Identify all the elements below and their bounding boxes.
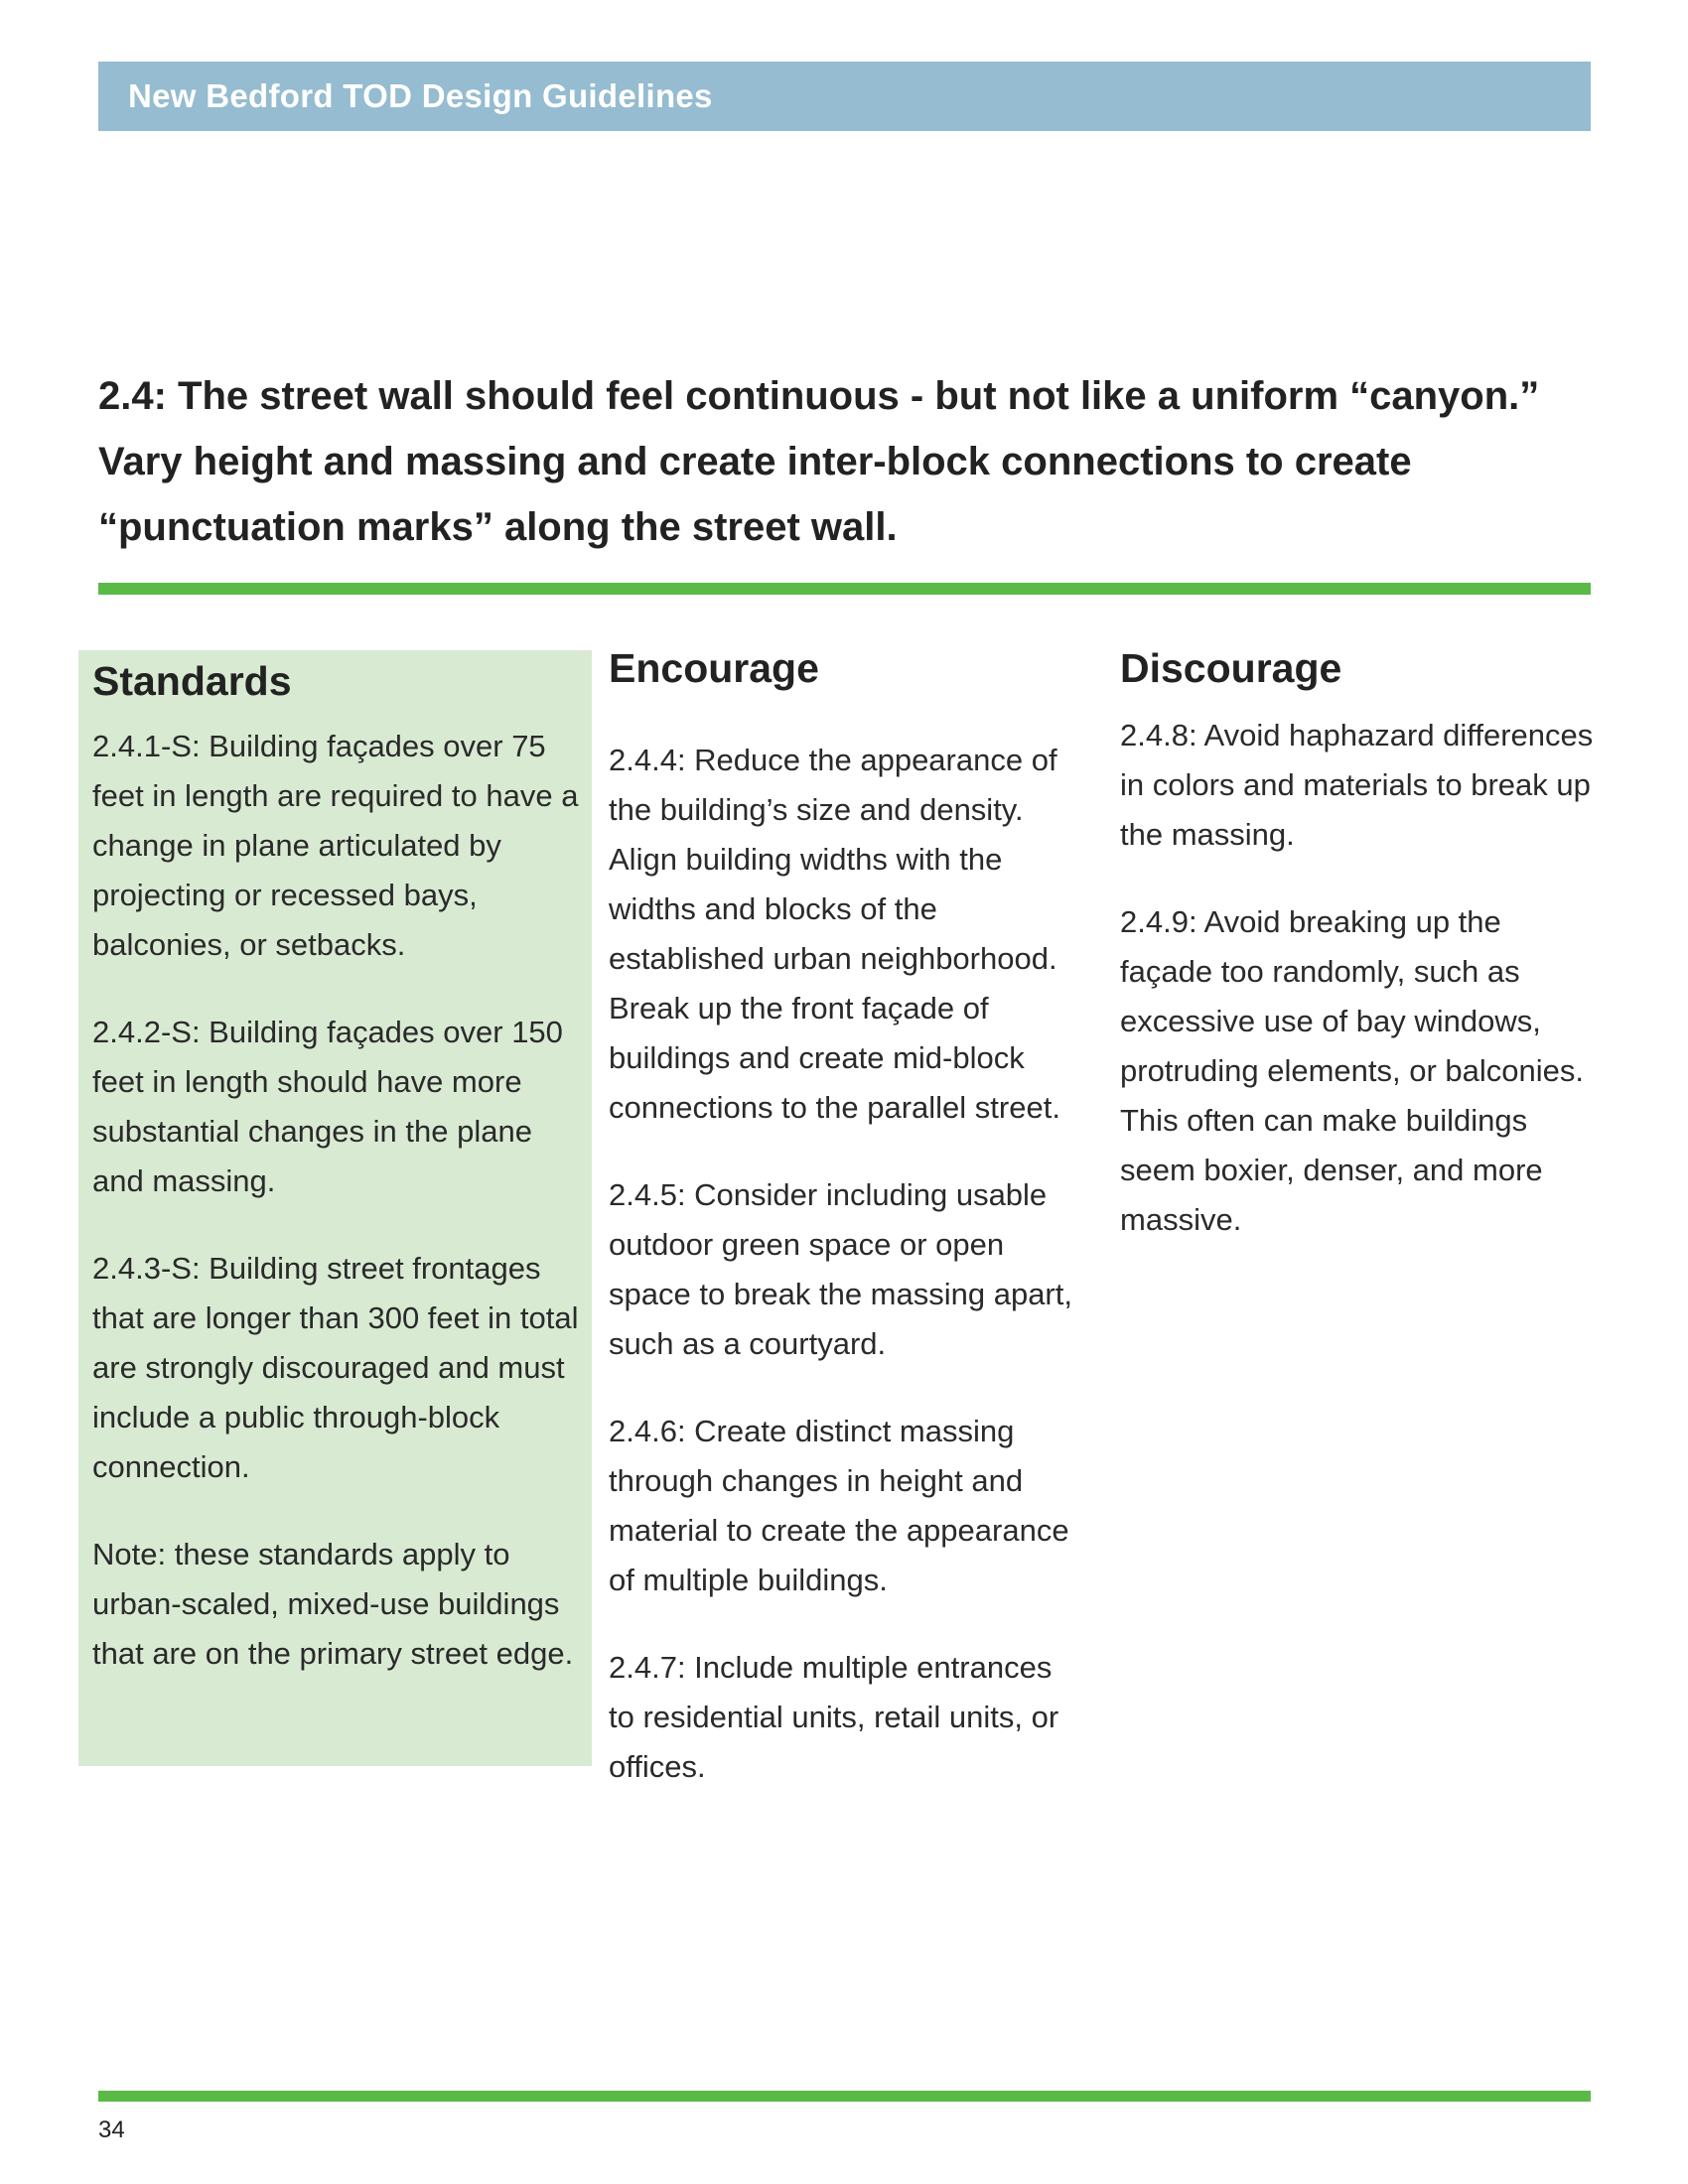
section-heading: 2.4: The street wall should feel continuous - but not like a uniform “canyon.” Vary height and massing and create inter-block connections to create “punctuation marks” along the street wall. [98, 374, 1540, 549]
footer-divider [98, 2091, 1591, 2102]
standard-item: 2.4.2-S: Building façades over 150 feet in length should have more substantial changes in the plane and massing. [92, 1015, 563, 1198]
discourage-column [1120, 643, 1597, 1283]
standards-note: Note: these standards apply to urban-scaled, mixed-use buildings that are on the primary street edge. [92, 1537, 574, 1671]
heading-divider [98, 583, 1591, 595]
encourage-item: 2.4.4: Reduce the appearance of the building’s size and density. Align building widths with the widths and blocks of the established urban neighborhood. Break up the front façade of buildings and create mid-block connections to the parallel street. [609, 743, 1060, 1125]
encourage-item: 2.4.5: Consider including usable outdoor green space or open space to break the massing apart, such as a courtyard. [609, 1177, 1072, 1361]
standards-column [92, 656, 591, 1716]
discourage-title: Discourage [1120, 645, 1342, 691]
encourage-title: Encourage [609, 645, 819, 691]
document-title: New Bedford TOD Design Guidelines [128, 77, 713, 114]
encourage-item: 2.4.7: Include multiple entrances to residential units, retail units, or offices. [609, 1650, 1059, 1784]
standard-item: 2.4.3-S: Building street frontages that are longer than 300 feet in total are strongly discouraged and must include a public through-block connection. [92, 1251, 579, 1484]
header-bar [98, 62, 1591, 131]
encourage-column [609, 643, 1085, 1830]
encourage-item: 2.4.6: Create distinct massing through changes in height and material to create the appearance of multiple buildings. [609, 1414, 1069, 1597]
discourage-item: 2.4.8: Avoid haphazard differences in colors and materials to break up the massing. [1120, 718, 1594, 852]
standard-item: 2.4.1-S: Building façades over 75 feet in length are required to have a change in plane articulated by projecting or recessed bays, balconies, or setbacks. [92, 729, 579, 962]
discourage-item: 2.4.9: Avoid breaking up the façade too randomly, such as excessive use of bay windows, protruding elements, or balconies. This often can make buildings seem boxier, denser, and more massive. [1120, 904, 1584, 1237]
standards-title: Standards [92, 658, 292, 704]
page-number: 34 [98, 2116, 125, 2143]
